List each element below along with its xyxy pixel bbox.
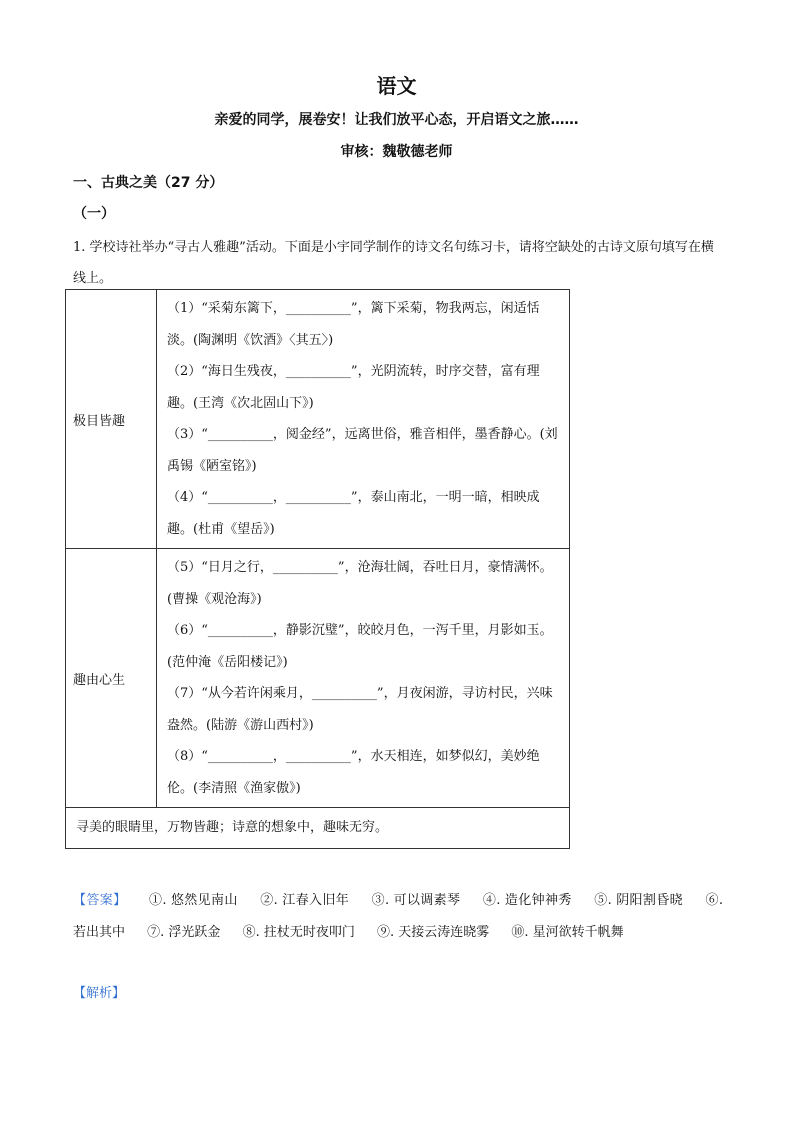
answer-tag: 【答案】	[73, 893, 127, 908]
row-label-jimu: 极目皆趣	[66, 290, 157, 549]
answer-block	[73, 885, 723, 948]
document-title: 语文	[376, 74, 417, 98]
row-content-quyou	[157, 549, 570, 808]
reviewer-line: 审核：魏敬德老师	[340, 144, 453, 160]
fill-item-8: （8）“__________，__________”，水天相连，如梦似幻，美妙绝伦。(李清照《渔家傲》)	[167, 749, 540, 796]
fill-item-4: （4）“__________，__________”，泰山南北，一明一暗，相映成趣。(杜甫《望岳》)	[167, 490, 540, 537]
table-row	[66, 808, 570, 849]
section-heading: 一、古典之美（27 分）	[73, 175, 224, 191]
analysis-tag: 【解析】	[73, 986, 126, 1001]
row-label-quyou: 趣由心生	[66, 549, 157, 808]
subsection-heading: （一）	[73, 206, 115, 222]
answer-item-3: ③. 可以调素琴	[371, 893, 461, 908]
answer-item-9: ⑨. 天接云涛连晓雾	[376, 924, 490, 940]
question-1-text: 1. 学校诗社举办“寻古人雅趣”活动。下面是小宇同学制作的诗文名句练习卡，请将空缺处的古诗文原句填写在横线上。	[73, 240, 714, 286]
answer-item-5: ⑤. 阴阳割昏晓	[594, 893, 684, 908]
fill-item-7: （7）“从今若许闲乘月，__________”，月夜闲游，寻访村民，兴味盎然。(陆游《游山西村》)	[167, 686, 553, 733]
table-row	[66, 549, 570, 808]
answer-item-8: ⑧. 拄杖无时夜叩门	[242, 924, 355, 940]
fill-item-3: （3）“__________，阅金经”，远离世俗，雅音相伴，墨香静心。(刘禹锡《陋室铭》)	[167, 427, 558, 474]
practice-card-table	[65, 289, 570, 849]
summary-cell: 寻美的眼睛里，万物皆趣；诗意的想象中，趣味无穷。	[66, 808, 570, 849]
document-subtitle: 亲爱的同学，展卷安！让我们放平心态，开启语文之旅……	[214, 112, 579, 128]
row-content-jimu	[157, 290, 570, 549]
answer-item-1: ①. 悠然见南山	[148, 893, 238, 908]
fill-item-1: （1）“采菊东篱下，__________”，篱下采菊，物我两忘，闲适恬淡。(陶渊明《饮酒》〈其五〉)	[167, 301, 540, 348]
answer-item-2: ②. 江春入旧年	[260, 893, 350, 908]
answer-item-10: ⑩. 星河欲转千帆舞	[511, 924, 624, 940]
answer-item-7: ⑦. 浮光跃金	[147, 924, 221, 940]
answer-item-4: ④. 造化钟神秀	[482, 893, 572, 908]
fill-item-2: （2）“海日生残夜，__________”，光阴流转，时序交替，富有理趣。(王湾《次北固山下》)	[167, 364, 540, 411]
answer-item-6: ⑥. 若出其中	[73, 893, 724, 940]
analysis-block	[73, 981, 125, 1007]
fill-item-6: （6）“__________，静影沉璧”，皎皎月色，一泻千里，月影如玉。(范仲淹《岳阳楼记》)	[167, 623, 553, 670]
fill-item-5: （5）“日月之行，__________”，沧海壮阔，吞吐日月，豪情满怀。(曹操《观沧海》)	[167, 560, 553, 607]
table-row	[66, 290, 570, 549]
